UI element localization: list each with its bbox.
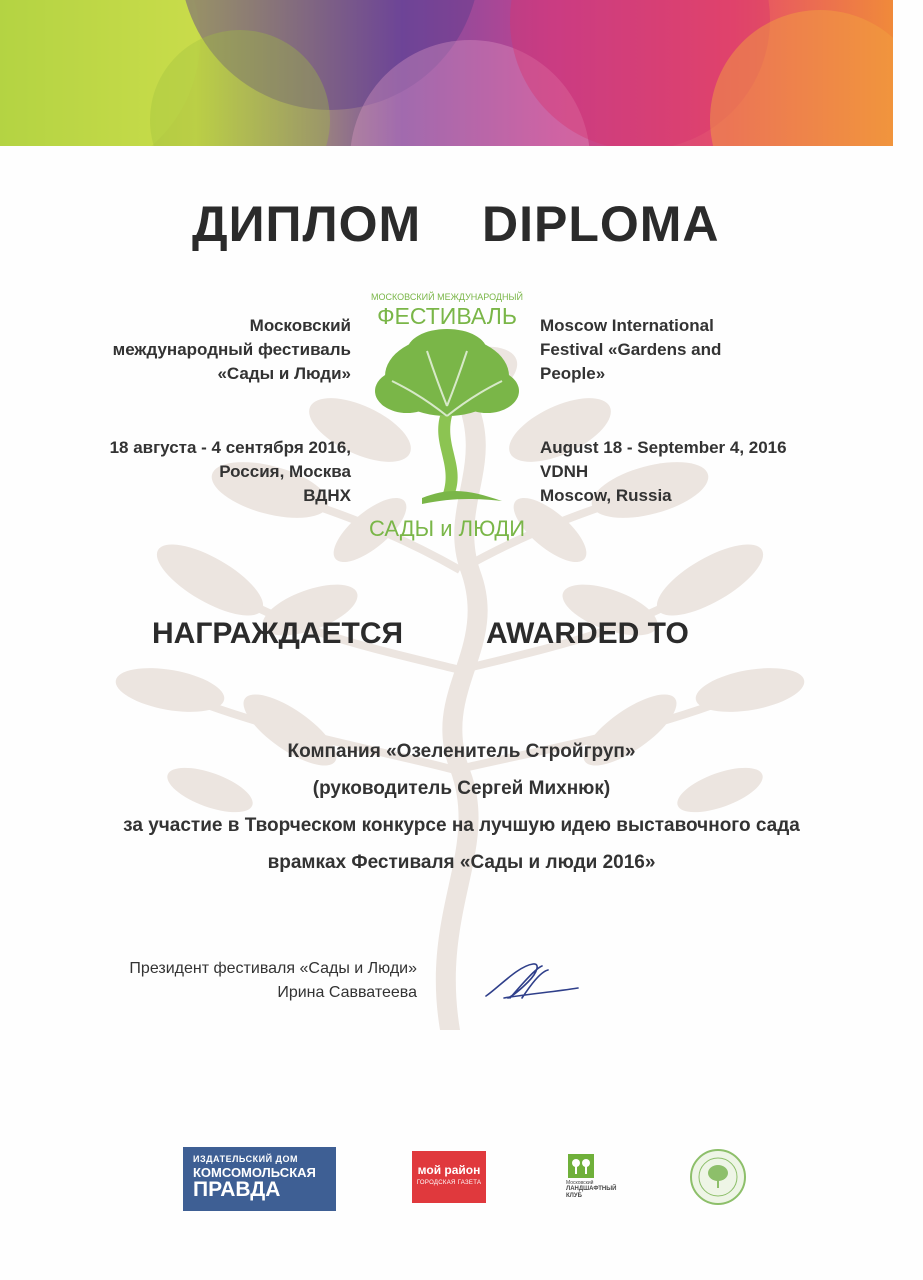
festival-dates-ru: 18 августа - 4 сентября 2016, Россия, Москва ВДНХ <box>109 438 351 505</box>
awarded-en: AWARDED TO <box>486 617 689 650</box>
signatory-name: Ирина Савватеева <box>277 984 417 1001</box>
signatory-title: Президент фестиваля «Сады и Люди» <box>129 960 417 977</box>
festival-name-ru: Московский международный фестиваль «Сады и Люди» <box>112 316 351 383</box>
title-en: DIPLOMA <box>482 196 720 252</box>
recipient-line: врамках Фестиваля «Сады и люди 2016» <box>267 852 656 873</box>
logo-top-text: МОСКОВСКИЙ МЕЖДУНАРОДНЫЙ <box>371 292 523 302</box>
background-tree-watermark <box>60 150 860 1050</box>
recipient-line: за участие в Творческом конкурсе на лучшую идею выставочного сада <box>123 815 800 836</box>
recipient-text <box>40 733 883 881</box>
sponsor-komsomolskaya-pravda: ИЗДАТЕЛЬСКИЙ ДОМ КОМСОМОЛЬСКАЯ ПРАВДА <box>183 1147 336 1211</box>
sponsor-moy-rayon: мой район ГОРОДСКАЯ ГАЗЕТА <box>412 1151 486 1203</box>
recipient-line: (руководитель Сергей Михнюк) <box>312 778 611 799</box>
round-green-seal-icon <box>689 1148 747 1206</box>
signatory <box>40 957 417 1005</box>
festival-logo <box>362 286 532 548</box>
title-ru: ДИПЛОМ <box>192 196 422 252</box>
logo-bottom-text: САДЫ и ЛЮДИ <box>368 516 526 541</box>
signature-mark <box>478 958 583 1008</box>
recipient-line: Компания «Озеленитель Стройгруп» <box>287 741 636 762</box>
landscape-club-icon <box>568 1154 594 1178</box>
festival-dates-en: August 18 - September 4, 2016 VDNH Moscow, Russia <box>540 438 787 505</box>
logo-festival-word: ФЕСТИВАЛЬ <box>377 303 517 329</box>
festival-name-en: Moscow International Festival «Gardens and People» <box>540 316 722 383</box>
top-color-banner <box>0 0 893 146</box>
sponsor-landscape-club: Московский ЛАНДШАФТНЫЙ КЛУБ <box>566 1154 636 1204</box>
logo-tree-icon <box>375 329 519 504</box>
awarded-ru: НАГРАЖДАЕТСЯ <box>152 617 404 650</box>
